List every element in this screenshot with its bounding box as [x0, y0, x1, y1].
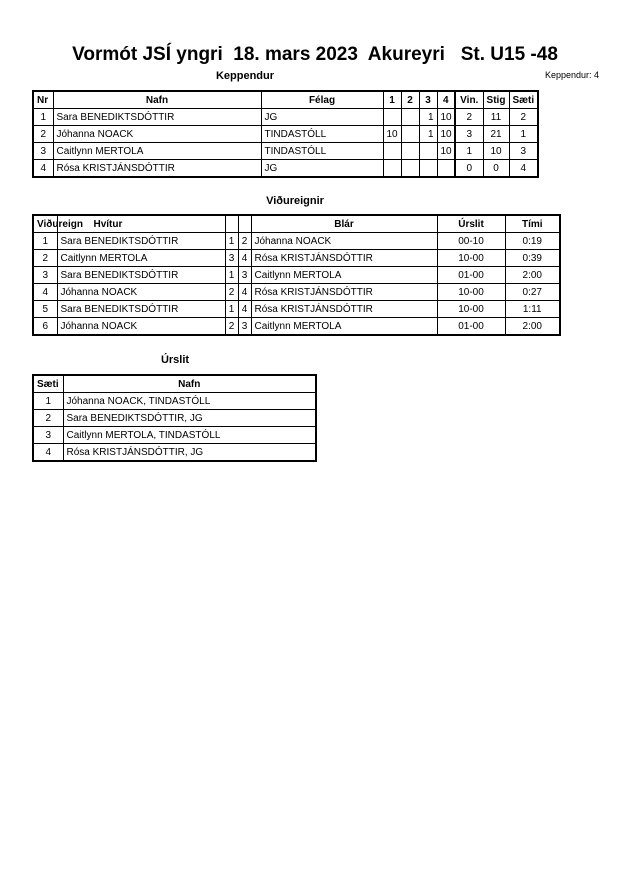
cell-white-nr: 1 [225, 301, 238, 318]
cell-white-nr: 1 [225, 267, 238, 284]
participant-count: Keppendur: 4 [544, 70, 599, 80]
cell-result: 10-00 [437, 301, 505, 318]
cell-time: 2:00 [505, 267, 560, 284]
header-wins: Vin. [455, 91, 483, 109]
cell-wins: 3 [455, 126, 483, 143]
cell-blue: Rósa KRISTJÁNSDÓTTIR [251, 250, 437, 267]
matches-heading: Viðureignir [266, 195, 324, 207]
cell-club: TINDASTÓLL [261, 126, 383, 143]
cell-white: Caitlynn MERTOLA [57, 250, 225, 267]
participants-table [32, 90, 539, 178]
cell-result: 01-00 [437, 267, 505, 284]
cell-r2 [401, 109, 419, 126]
cell-points: 11 [483, 109, 509, 126]
cell-r1: 10 [383, 126, 401, 143]
cell-white-nr: 2 [225, 318, 238, 336]
cell-place: 2 [33, 410, 63, 427]
table-row [33, 109, 538, 126]
header-match: Viðureign [33, 215, 57, 233]
table-row [33, 393, 316, 410]
results-table [32, 374, 317, 462]
header-r1: 1 [383, 91, 401, 109]
cell-place: 3 [509, 143, 538, 160]
cell-club: TINDASTÓLL [261, 143, 383, 160]
cell-r2 [401, 160, 419, 178]
cell-r3 [419, 160, 437, 178]
cell-nr: 2 [33, 126, 53, 143]
cell-place: 3 [33, 427, 63, 444]
table-row [33, 410, 316, 427]
cell-name: Rósa KRISTJÁNSDÓTTIR, JG [63, 444, 316, 462]
table-row [33, 233, 560, 250]
cell-match-nr: 3 [33, 267, 57, 284]
cell-time: 0:27 [505, 284, 560, 301]
cell-white-nr: 3 [225, 250, 238, 267]
cell-white-nr: 1 [225, 233, 238, 250]
header-club: Félag [261, 91, 383, 109]
cell-r1 [383, 160, 401, 178]
cell-match-nr: 1 [33, 233, 57, 250]
cell-white: Jóhanna NOACK [57, 284, 225, 301]
cell-place: 2 [509, 109, 538, 126]
cell-r2 [401, 143, 419, 160]
cell-white: Sara BENEDIKTSDÓTTIR [57, 301, 225, 318]
cell-white: Sara BENEDIKTSDÓTTIR [57, 267, 225, 284]
cell-name: Caitlynn MERTOLA [53, 143, 261, 160]
cell-white: Jóhanna NOACK [57, 318, 225, 336]
cell-r1 [383, 109, 401, 126]
cell-r4: 10 [437, 126, 455, 143]
cell-name: Jóhanna NOACK [53, 126, 261, 143]
cell-nr: 4 [33, 160, 53, 178]
cell-match-nr: 6 [33, 318, 57, 336]
cell-r3: 1 [419, 126, 437, 143]
cell-time: 0:39 [505, 250, 560, 267]
cell-match-nr: 2 [33, 250, 57, 267]
cell-r4: 10 [437, 143, 455, 160]
header-white: Hvítur [57, 215, 225, 233]
cell-points: 0 [483, 160, 509, 178]
table-row [33, 250, 560, 267]
cell-wins: 0 [455, 160, 483, 178]
cell-name: Jóhanna NOACK, TINDASTÓLL [63, 393, 316, 410]
table-row [33, 160, 538, 178]
cell-name: Rósa KRISTJÁNSDÓTTIR [53, 160, 261, 178]
header-r2: 2 [401, 91, 419, 109]
cell-r1 [383, 143, 401, 160]
cell-time: 1:11 [505, 301, 560, 318]
cell-r4 [437, 160, 455, 178]
cell-result: 00-10 [437, 233, 505, 250]
cell-blue-nr: 4 [238, 301, 251, 318]
cell-place: 1 [33, 393, 63, 410]
cell-club: JG [261, 109, 383, 126]
table-row [33, 427, 316, 444]
cell-r3: 1 [419, 109, 437, 126]
table-row [33, 143, 538, 160]
cell-result: 10-00 [437, 250, 505, 267]
matches-table [32, 214, 561, 336]
header-white-nr [225, 215, 238, 233]
header-name: Nafn [63, 375, 316, 393]
cell-match-nr: 5 [33, 301, 57, 318]
participants-header-row [33, 91, 538, 109]
cell-blue: Jóhanna NOACK [251, 233, 437, 250]
cell-r2 [401, 126, 419, 143]
cell-name: Caitlynn MERTOLA, TINDASTÓLL [63, 427, 316, 444]
cell-result: 10-00 [437, 284, 505, 301]
cell-match-nr: 4 [33, 284, 57, 301]
cell-place: 1 [509, 126, 538, 143]
cell-blue: Caitlynn MERTOLA [251, 318, 437, 336]
header-nr: Nr [33, 91, 53, 109]
header-name: Nafn [53, 91, 261, 109]
cell-time: 0:19 [505, 233, 560, 250]
cell-result: 01-00 [437, 318, 505, 336]
cell-r4: 10 [437, 109, 455, 126]
cell-white-nr: 2 [225, 284, 238, 301]
header-result: Úrslit [437, 215, 505, 233]
cell-wins: 2 [455, 109, 483, 126]
table-row [33, 301, 560, 318]
cell-name: Sara BENEDIKTSDÓTTIR, JG [63, 410, 316, 427]
cell-club: JG [261, 160, 383, 178]
cell-blue: Rósa KRISTJÁNSDÓTTIR [251, 284, 437, 301]
matches-header-row [33, 215, 560, 233]
header-points: Stig [483, 91, 509, 109]
cell-points: 21 [483, 126, 509, 143]
cell-r3 [419, 143, 437, 160]
cell-blue-nr: 3 [238, 267, 251, 284]
header-blue: Blár [251, 215, 437, 233]
page-title: Vormót JSÍ yngri 18. mars 2023 Akureyri St. U15 -48 [72, 44, 558, 65]
header-place: Sæti [33, 375, 63, 393]
cell-nr: 3 [33, 143, 53, 160]
table-row [33, 126, 538, 143]
table-row [33, 318, 560, 336]
cell-white: Sara BENEDIKTSDÓTTIR [57, 233, 225, 250]
cell-place: 4 [509, 160, 538, 178]
participants-heading: Keppendur [215, 70, 275, 82]
table-row [33, 284, 560, 301]
cell-blue-nr: 4 [238, 284, 251, 301]
cell-points: 10 [483, 143, 509, 160]
header-r4: 4 [437, 91, 455, 109]
cell-name: Sara BENEDIKTSDÓTTIR [53, 109, 261, 126]
cell-blue: Caitlynn MERTOLA [251, 267, 437, 284]
cell-nr: 1 [33, 109, 53, 126]
cell-blue-nr: 2 [238, 233, 251, 250]
table-row [33, 267, 560, 284]
cell-blue-nr: 3 [238, 318, 251, 336]
cell-blue: Rósa KRISTJÁNSDÓTTIR [251, 301, 437, 318]
header-r3: 3 [419, 91, 437, 109]
cell-wins: 1 [455, 143, 483, 160]
table-row [33, 444, 316, 462]
cell-time: 2:00 [505, 318, 560, 336]
cell-blue-nr: 4 [238, 250, 251, 267]
header-blue-nr [238, 215, 251, 233]
header-place: Sæti [509, 91, 538, 109]
results-heading: Úrslit [160, 354, 190, 366]
header-time: Tími [505, 215, 560, 233]
results-header-row [33, 375, 316, 393]
cell-place: 4 [33, 444, 63, 462]
